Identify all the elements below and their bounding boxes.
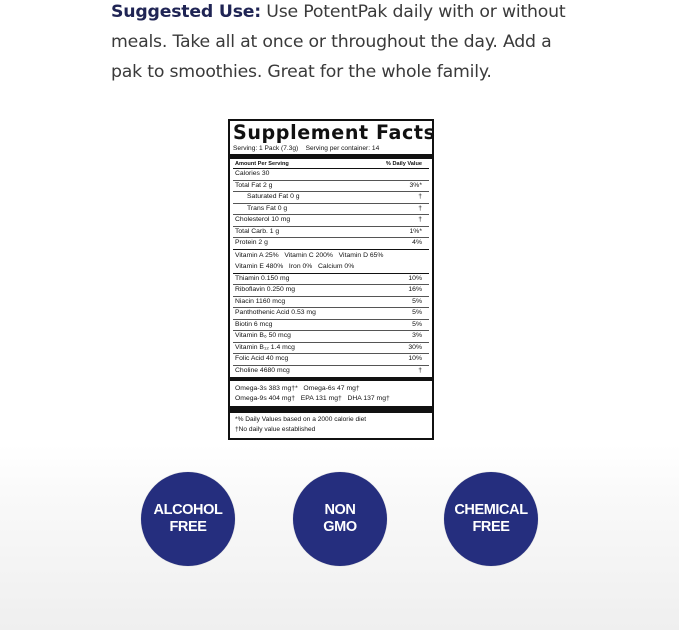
nutrient-row: Vitamin B₁₂ 1.4 mcg 30%	[233, 343, 429, 355]
supplement-facts-title: Supplement Facts	[233, 121, 436, 144]
servings-per-container: Serving per container: 14	[305, 145, 380, 152]
omega-line-2: Omega-9s 404 mg† EPA 131 mg† DHA 137 mg†	[235, 395, 390, 402]
nutrient-row: Panthothenic Acid 0.53 mg 5%	[233, 308, 429, 320]
suggested-use-heading: Suggested Use:	[111, 2, 262, 22]
serving-size: Serving: 1 Pack (7.3g)	[233, 145, 299, 152]
nutrient-row: Folic Acid 40 mcg 10%	[233, 354, 429, 366]
nutrient-row: Riboflavin 0.250 mg 16%	[233, 285, 429, 297]
badge-alcohol-free: ALCOHOL FREE	[141, 472, 235, 566]
omega-line-1: Omega-3s 383 mg†* Omega-6s 47 mg†	[235, 385, 360, 392]
nutrient-row: Cholesterol 10 mg †	[233, 215, 429, 227]
nutrient-row: Niacin 1160 mcg 5%	[233, 297, 429, 309]
nutrient-row: Protein 2 g 4%	[233, 238, 429, 250]
nutrient-row: Biotin 6 mcg 5%	[233, 320, 429, 332]
vitamins-line-1: Vitamin A 25% Vitamin C 200% Vitamin D 65%	[235, 251, 384, 259]
vitamins-line-2: Vitamin E 480% Iron 0% Calcium 0%	[235, 263, 355, 270]
omega-fatty-acids	[233, 381, 429, 406]
nutrient-row: Calories 30	[233, 169, 429, 181]
nutrient-row: Total Carb. 1 g 1%*	[233, 227, 429, 239]
nutrient-row: Choline 4680 mcg †	[235, 366, 422, 374]
nutrient-row: Trans Fat 0 g †	[233, 204, 429, 216]
nutrient-row: Saturated Fat 0 g †	[233, 192, 429, 204]
footnote-no-dv: †No daily value established	[235, 426, 316, 433]
nutrient-row: Thiamin 0.150 mg 10%	[233, 274, 429, 286]
serving-info	[233, 144, 429, 153]
nutrient-row: Vitamin B₆ 50 mcg 3%	[233, 331, 429, 343]
nutrient-row: Total Fat 2 g 3%*	[233, 181, 429, 193]
badge-chemical-free: CHEMICAL FREE	[444, 472, 538, 566]
amount-per-serving-header: Amount Per Serving	[235, 161, 289, 167]
supplement-facts-label	[228, 119, 434, 440]
label-header	[233, 159, 429, 169]
suggested-use-paragraph	[111, 0, 581, 87]
daily-value-header: % Daily Value	[385, 161, 422, 167]
divider-thick-bottom	[230, 406, 432, 413]
footnotes	[233, 413, 429, 437]
suggested-use-text: Use PotentPak daily with or without meals. Take all at once or throughout the day. Add a pak to smoothies. Great for the whole family.	[111, 2, 566, 82]
vitamins-summary	[233, 250, 429, 274]
badge-non-gmo: NON GMO	[293, 472, 387, 566]
footnote-daily-value: *% Daily Values based on a 2000 calorie diet	[235, 416, 367, 423]
